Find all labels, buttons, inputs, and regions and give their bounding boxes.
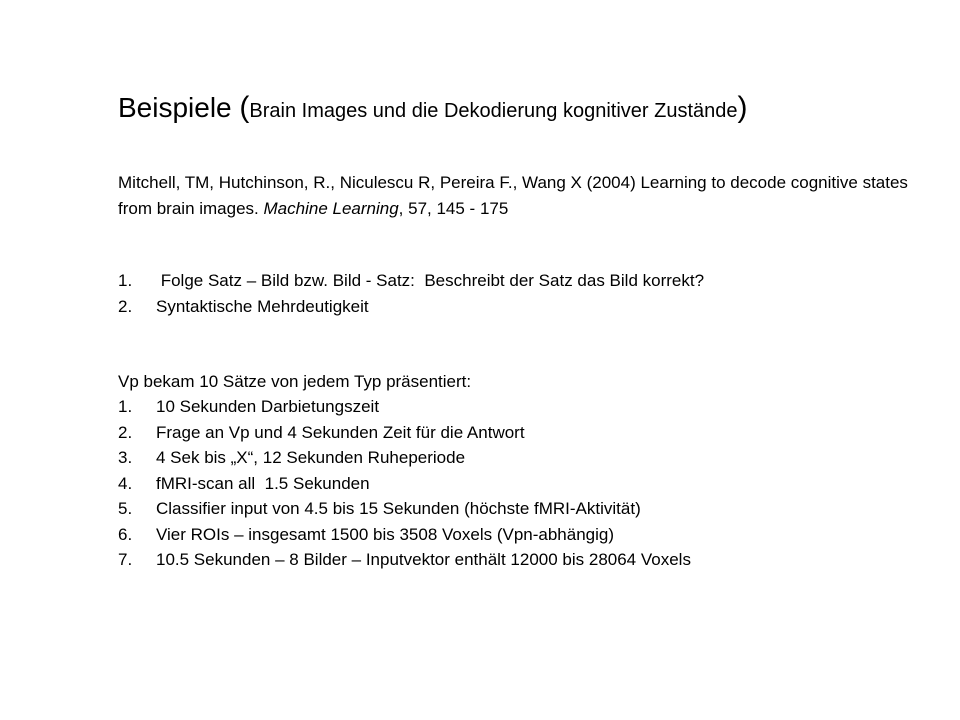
task-list bbox=[118, 268, 918, 319]
list-text: Vier ROIs – insgesamt 1500 bis 3508 Voxels (Vpn-abhängig) bbox=[156, 524, 615, 544]
list-number: 2. bbox=[118, 296, 133, 316]
list-item bbox=[118, 294, 918, 320]
list-number: 1. bbox=[118, 271, 133, 290]
procedure-list bbox=[118, 394, 918, 573]
slide-title bbox=[118, 88, 918, 131]
list-number: 3. bbox=[118, 448, 133, 467]
list-text: fMRI-scan all 1.5 Sekunden bbox=[156, 473, 370, 493]
list-text: 10 Sekunden Darbietungszeit bbox=[156, 397, 380, 416]
list-item bbox=[118, 268, 918, 294]
list-item bbox=[118, 547, 918, 573]
list-text: Syntaktische Mehrdeutigkeit bbox=[156, 296, 369, 316]
title-subtitle: Brain Images und die Dekodierung kognitiver Zustände bbox=[249, 100, 738, 122]
title-main: Beispiele bbox=[118, 92, 232, 123]
title-close-paren: ) bbox=[737, 91, 748, 124]
list-item bbox=[118, 522, 918, 548]
list-number: 6. bbox=[118, 524, 133, 544]
list-number: 1. bbox=[118, 397, 133, 416]
list-text: 10.5 Sekunden – 8 Bilder – Inputvektor enthält 12000 bis 28064 Voxels bbox=[156, 550, 691, 569]
list-text: 4 Sek bis „X“, 12 Sekunden Ruheperiode bbox=[156, 448, 466, 467]
list-item bbox=[118, 420, 918, 446]
list-number: 2. bbox=[118, 422, 133, 442]
list-text: Classifier input von 4.5 bis 15 Sekunden (höchste fMRI-Aktivität) bbox=[156, 499, 641, 518]
list-text: Folge Satz – Bild bzw. Bild - Satz: Beschreibt der Satz das Bild korrekt? bbox=[156, 271, 705, 290]
list-item bbox=[118, 496, 918, 522]
list-number: 5. bbox=[118, 499, 133, 518]
list-number: 4. bbox=[118, 473, 133, 493]
reference-volume-pages: , 57, 145 - 175 bbox=[398, 199, 509, 218]
list-text: Frage an Vp und 4 Sekunden Zeit für die Antwort bbox=[156, 422, 525, 442]
list-item bbox=[118, 471, 918, 497]
reference-journal: Machine Learning bbox=[263, 199, 399, 218]
reference-authors-title: Mitchell, TM, Hutchinson, R., Niculescu R, Pereira F., Wang X (2004) Learning to decode cognitive states from brain images. bbox=[118, 173, 908, 218]
list-item bbox=[118, 394, 918, 420]
procedure-heading: Vp bekam 10 Sätze von jedem Typ präsentiert: bbox=[118, 372, 472, 391]
reference bbox=[118, 170, 918, 222]
list-item bbox=[118, 445, 918, 471]
title-open-paren: ( bbox=[239, 91, 250, 124]
list-number: 7. bbox=[118, 550, 133, 569]
